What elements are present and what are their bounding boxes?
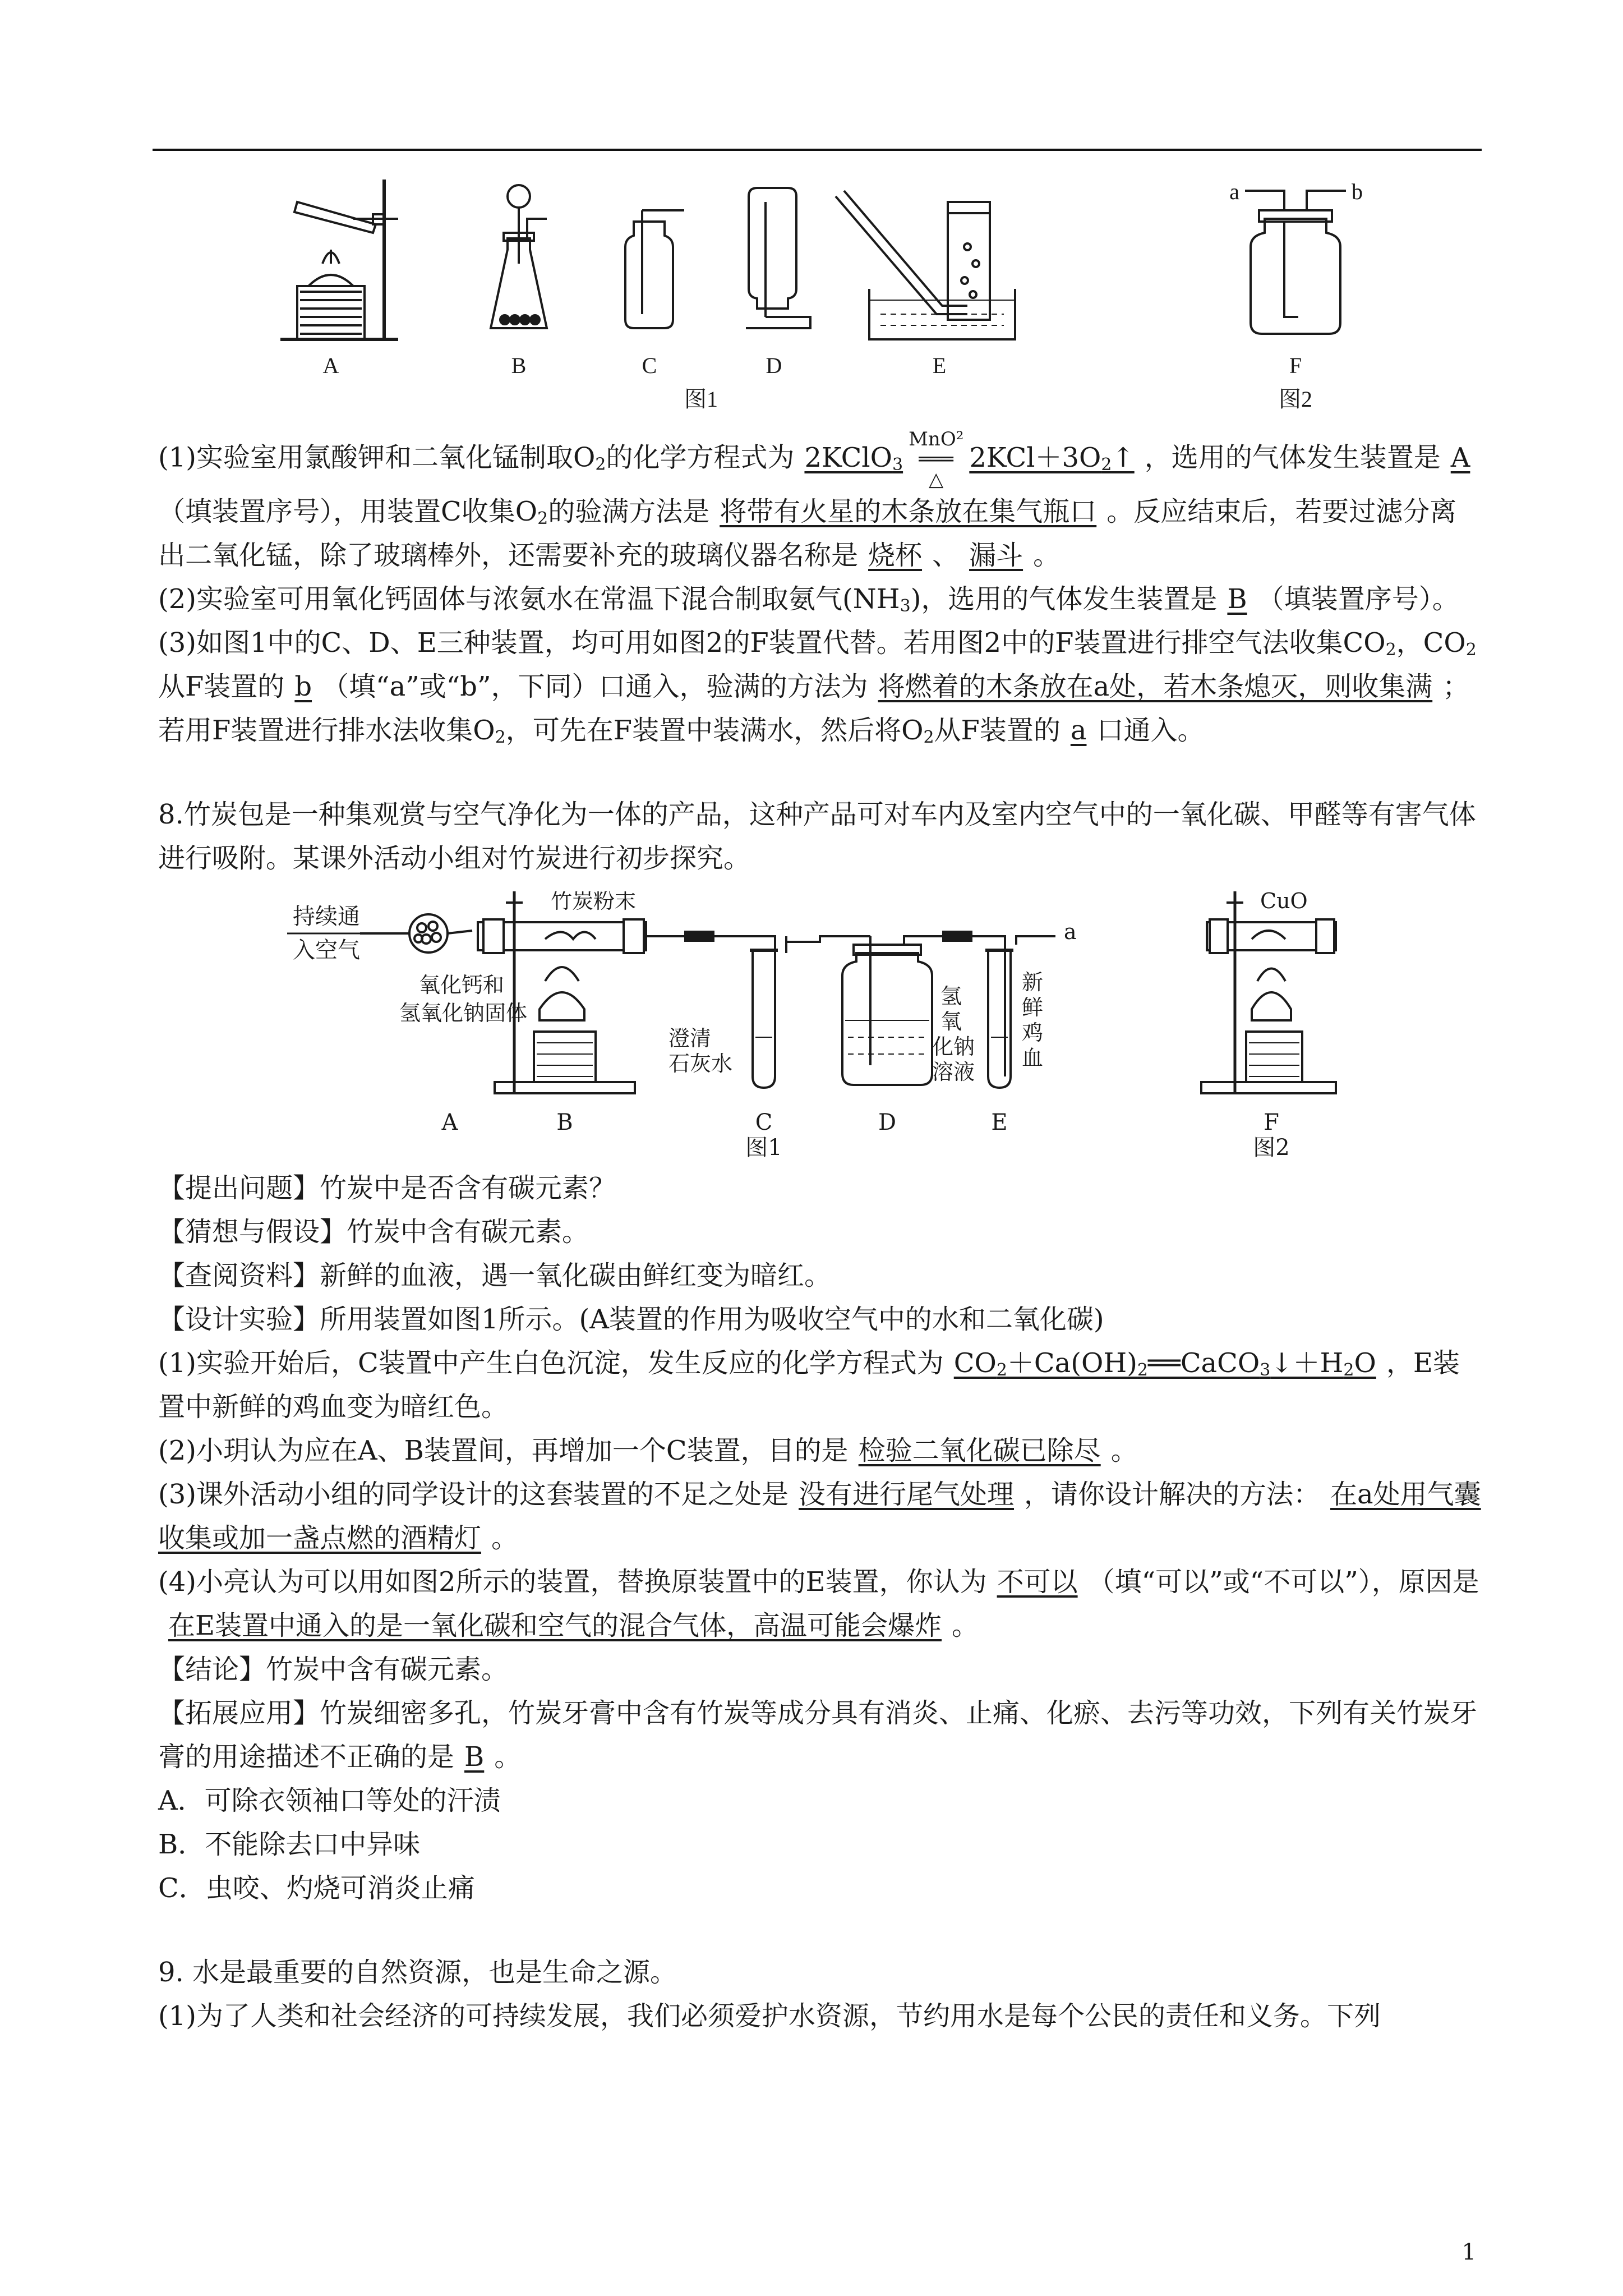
- figure-q8-apparatus: [282, 891, 1482, 1161]
- answer-q8-3b: 在a处用气囊收集或加一盏点燃的酒精灯: [158, 1479, 1481, 1554]
- apparatus-b-drawing: [491, 185, 547, 328]
- page-number: 1: [1461, 2239, 1476, 2265]
- port-b-label: b: [1352, 180, 1363, 204]
- absorbent-label-1: 氧化钙和: [419, 973, 505, 997]
- q8-reference-line: 【查阅资料】新鲜的血液，遇一氧化碳由鲜红变为暗红。: [158, 1260, 832, 1291]
- q8-label-f: F: [1264, 1110, 1279, 1135]
- apparatus-a-drawing: [280, 180, 398, 339]
- caption-fig2: 图2: [1279, 386, 1312, 412]
- answer-q7-1a: A: [1450, 441, 1470, 473]
- q8-extension: 【拓展应用】竹炭细密多孔，竹炭牙膏中含有竹炭等成分具有消炎、止痛、化瘀、去污等功效，下列有关竹炭牙膏的用途描述不正确的是 B 。: [158, 1697, 1478, 1773]
- cuo-label: CuO: [1260, 891, 1308, 913]
- port-a-label: a: [1229, 180, 1239, 204]
- label-e: E: [932, 353, 947, 378]
- q8-part1: (1)实验开始后，C装置中产生白色沉淀，发生反应的化学方程式为 $CO_2+Ca(OH)_2══CaCO_3↓+H_2O$ ，E装置中新鲜的鸡血变为暗红色。: [158, 1347, 1460, 1423]
- answer-q7-1b: 将带有火星的木条放在集气瓶口: [720, 496, 1097, 527]
- q7-part1: (1)实验室用氯酸钾和二氧化锰制取$O_2$的化学方程式为 2KClO$_3$ MnO² ═══ △ $2KCl+3O_2↑$ ，选用的气体发生装置是 A（填装置序号），用装置C收集$O_2$的验满方法是 将带有火星的木条放在集气瓶口 。反应结束后，若要过滤分离出二氧化锰，除了玻璃棒外，还需要补充的玻璃仪器名称是 烧杯 、 漏斗 。: [158, 429, 1482, 577]
- caption-fig1: 图1: [684, 386, 718, 412]
- q8-intro: 8.竹炭包是一种集观赏与空气净化为一体的产品，这种产品可对车内及室内空气中的一氧化碳、甲醛等有害气体进行吸附。某课外活动小组对竹炭进行初步探究。: [158, 799, 1476, 874]
- limewater-label-1: 澄清: [668, 1026, 712, 1051]
- figure-apparatus-top: [269, 180, 1458, 415]
- q8-option-a: A．可除衣领袖口等处的汗渍: [158, 1785, 501, 1816]
- answer-q7-2: B: [1227, 583, 1247, 615]
- naoh-label-4: 溶液: [932, 1060, 975, 1084]
- q8-design-line: 【设计实验】所用装置如图1所示。(A装置的作用为吸收空气中的水和二氧化碳): [158, 1304, 1104, 1335]
- q8-part2: (2)小玥认为应在A、B装置间，再增加一个C装置，目的是 检验二氧化碳已除尽 。: [158, 1435, 1138, 1466]
- answer-q7-3b: 将燃着的木条放在a处，若木条熄灭，则收集满: [878, 671, 1433, 702]
- answer-q7-1c: 烧杯: [868, 540, 923, 571]
- answer-q8-4a: 不可以: [997, 1566, 1078, 1598]
- q8-option-b: B．不能除去口中异味: [158, 1829, 421, 1860]
- q8-label-c: C: [755, 1110, 773, 1135]
- drying-tube-a: [382, 914, 472, 953]
- apparatus-d-drawing: [746, 188, 810, 328]
- label-b: B: [511, 353, 527, 378]
- q7-part2: (2)实验室可用氧化钙固体与浓氨水在常温下混合制取氨气$(NH_3)$，选用的气体发生装置是 B （填装置序号）。: [158, 583, 1459, 616]
- q8-caption-fig2: 图2: [1253, 1135, 1290, 1161]
- apparatus-e-drawing: [836, 191, 1015, 339]
- naoh-label-3: 化钠: [932, 1034, 975, 1059]
- q8-label-b: B: [556, 1110, 573, 1135]
- blood-label-3: 鸡: [1022, 1020, 1044, 1045]
- absorbent-label-2: 氢氧化钠固体: [399, 1001, 528, 1025]
- q8-part3: (3)课外活动小组的同学设计的这套装置的不足之处是 没有进行尾气处理 ，请你设计解决的方法： 在a处用气囊收集或加一盏点燃的酒精灯 。: [158, 1479, 1481, 1554]
- test-tube-c: [750, 936, 870, 1088]
- header-rule: [153, 149, 1482, 151]
- q8-conclusion-line: 【结论】竹炭中含有碳元素。: [158, 1654, 509, 1685]
- outlet-a-label: a: [1064, 919, 1077, 944]
- q8-option-c: C．虫咬、灼烧可消炎止痛: [158, 1872, 475, 1904]
- label-d: D: [766, 353, 782, 378]
- blood-label-2: 鲜: [1022, 995, 1044, 1020]
- answer-q8-2: 检验二氧化碳已除尽: [858, 1435, 1101, 1466]
- q8-label-a: A: [441, 1110, 458, 1135]
- reaction-condition: MnO² ═══ △: [909, 428, 964, 491]
- answer-q8-3a: 没有进行尾气处理: [799, 1479, 1015, 1510]
- q9-title: 9. 水是最重要的自然资源，也是生命之源。: [158, 1957, 677, 1988]
- apparatus-c-drawing: [625, 210, 684, 328]
- answer-q8-4b: 在E装置中通入的是一氧化碳和空气的混合气体，高温可能会爆炸: [168, 1610, 942, 1641]
- bamboo-powder-label: 竹炭粉末: [551, 891, 637, 913]
- q8-label-d: D: [878, 1110, 897, 1135]
- q8-question-line: 【提出问题】竹炭中是否含有碳元素？: [158, 1172, 616, 1204]
- label-c: C: [642, 353, 657, 378]
- blood-label-1: 新: [1022, 970, 1044, 995]
- answer-q8-5: B: [464, 1741, 485, 1773]
- inlet-label-1: 持续通: [293, 904, 360, 930]
- q8-part4: (4)小亮认为可以用如图2所示的装置，替换原装置中的E装置，你认为 不可以 （填“可以”或“不可以”），原因是在E装置中通入的是一氧化碳和空气的混合气体，高温可能会爆炸 。: [158, 1566, 1479, 1641]
- q8-caption-fig1: 图1: [745, 1135, 782, 1161]
- q7-part3: (3)如图1中的C、D、E三种装置，均可用如图2的F装置代替。若用图2中的F装置进行排空气法收集$CO_2$，$CO_2$从F装置的 b （填“a”或“b”，下同）口通入，验满的方法为 将燃着的木条放在a处，若木条熄灭，则收集满 ；若用F装置进行排水法收集$O_2$，可先在F装置中装满水，然后将$O_2$从F装置的 a 口通入。: [158, 627, 1477, 747]
- naoh-label-2: 氧: [940, 1009, 962, 1034]
- inlet-label-2: 入空气: [293, 937, 360, 963]
- apparatus-f-drawing: [1245, 191, 1346, 334]
- question-text-block: [158, 429, 1482, 2038]
- answer-q7-1d: 漏斗: [969, 540, 1023, 571]
- answer-q7-3c: a: [1070, 715, 1087, 746]
- heating-tube-b: [478, 891, 685, 1093]
- naoh-label-1: 氢: [940, 984, 962, 1009]
- label-a: A: [322, 353, 339, 378]
- cuo-tube-f: [1201, 891, 1336, 1093]
- q7-equation: 2KClO$_3$ MnO² ═══ △ $2KCl+3O_2↑$: [804, 428, 1135, 491]
- q9-part1: (1)为了人类和社会经济的可持续发展，我们必须爱护水资源，节约用水是每个公民的责任和义务。下列: [158, 2000, 1381, 2032]
- answer-q8-1: $CO_2+Ca(OH)_2══CaCO_3↓+H_2O$: [953, 1347, 1376, 1380]
- answer-q7-3a: b: [294, 671, 312, 702]
- q8-label-e: E: [991, 1110, 1008, 1135]
- q8-hypothesis-line: 【猜想与假设】竹炭中含有碳元素。: [158, 1216, 589, 1248]
- limewater-label-2: 石灰水: [668, 1051, 733, 1076]
- label-f: F: [1289, 353, 1302, 378]
- blood-label-4: 血: [1022, 1046, 1044, 1070]
